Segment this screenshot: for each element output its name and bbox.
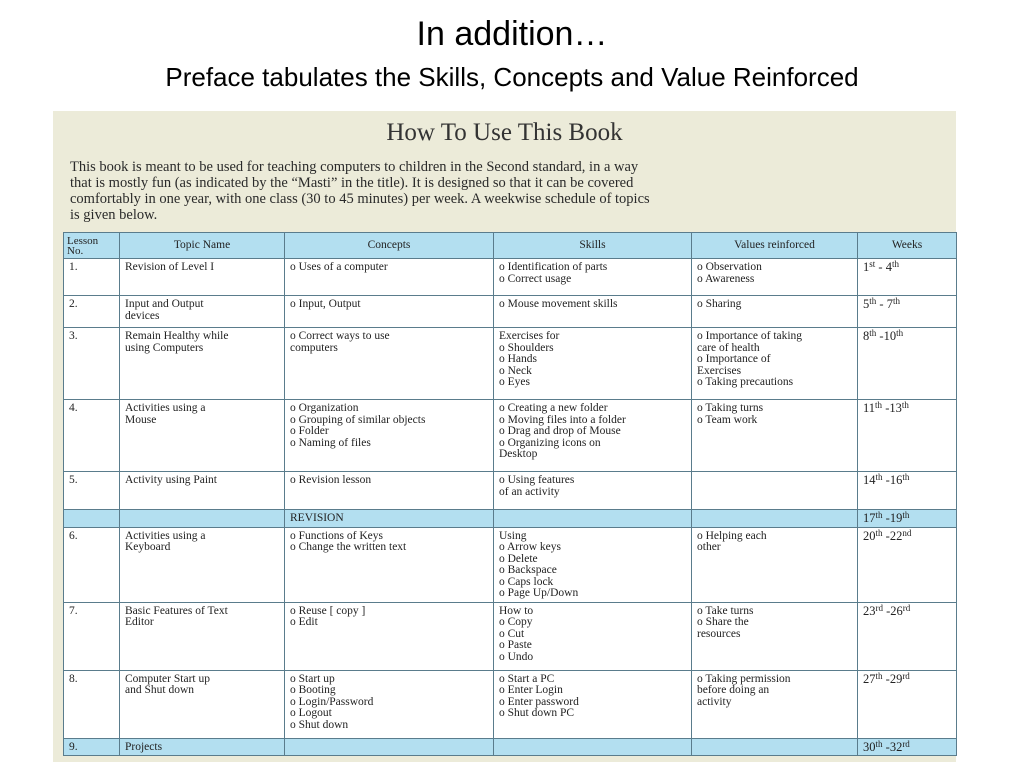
intro-line: that is mostly fun (as indicated by the “Masti” in the title). It is designed so that it can be covered [70,175,634,191]
weeks-cell [858,602,957,670]
weeks-end-suffix: rd [902,670,910,681]
lesson-number-cell: 2. [64,296,120,328]
weeks-end-suffix: th [891,259,899,269]
topic-cell [120,296,285,328]
value-item: resources [697,627,741,640]
concepts-cell [285,259,494,296]
lesson-number-cell: 8. [64,670,120,738]
skill-item: o Start a PC [499,672,555,685]
skill-item: o Using features [499,474,575,486]
topic-cell [120,738,285,756]
weeks-cell [858,510,957,528]
topic-cell [120,400,285,472]
weeks-separator: - [882,739,890,754]
book-page-image [53,111,956,762]
value-item: o Awareness [697,272,755,285]
header-lesson-no: Lesson No. [64,233,120,259]
skill-item: of an activity [499,485,560,498]
weeks-start-suffix: th [875,400,883,410]
topic-line: Mouse [125,413,157,426]
weeks-cell [858,738,957,756]
weeks-start: 11 [863,401,876,415]
book-heading: How To Use This Book [386,119,623,146]
weeks-end-suffix: rd [902,738,910,749]
skills-cell [494,296,692,328]
lesson-number-cell: 9. [64,738,120,756]
topic-line: Activities using a [125,402,206,414]
weeks-cell [858,296,957,328]
concept-item: o Correct ways to use [290,330,390,342]
slide-title: In addition… [416,15,608,53]
header-concepts: Concepts [285,233,494,259]
value-item: o Observation [697,261,762,273]
topic-line: devices [125,309,160,322]
weeks-start: 27 [863,671,876,686]
topic-line: Computer Start up [125,672,210,685]
weeks-start-suffix: th [869,296,877,306]
skill-item: o Moving files into a folder [499,413,626,426]
weeks-start-suffix: th [875,472,883,482]
weeks-end: 10 [883,329,897,343]
topic-cell [120,472,285,510]
weeks-start: 5 [863,297,870,311]
weeks-end: 19 [889,511,903,525]
concept-item: o Naming of files [290,436,371,449]
weeks-end-suffix: th [892,296,900,306]
value-item: o Team work [697,413,758,426]
weeks-cell [858,670,957,738]
skill-item: o Hands [499,353,538,365]
header-topic-name: Topic Name [120,233,285,259]
concept-item: o Folder [290,425,329,437]
table-row [64,527,957,602]
skills-cell [494,328,692,400]
header-skills: Skills [494,233,692,259]
lesson-number-cell: 3. [64,328,120,400]
concepts-cell [285,296,494,328]
topic-line: Projects [125,740,163,753]
skill-item: Desktop [499,448,538,460]
header-values-reinforced: Values reinforced [692,233,858,259]
skills-cell [494,259,692,296]
weeks-end-suffix: nd [902,527,912,538]
table-row [64,259,957,296]
values-cell [692,259,858,296]
weekwise-schedule-table [63,232,957,756]
intro-paragraph [70,159,950,223]
skill-item: o Page Up/Down [499,587,579,599]
weeks-cell [858,259,957,296]
weeks-separator: - [883,603,891,618]
value-item: o Taking turns [697,402,764,414]
weeks-start: 17 [863,511,876,525]
values-cell [692,510,858,528]
skill-item: o Shut down PC [499,707,575,719]
weeks-separator: - [882,473,890,487]
value-item: o Take turns [697,604,754,617]
weeks-start: 20 [863,528,876,543]
weeks-end: 16 [889,473,903,487]
weeks-start: 1 [863,260,870,274]
concept-item: o Functions of Keys [290,529,383,542]
weeks-separator: - [875,260,886,274]
concept-item: o Change the written text [290,541,407,553]
table-row [64,670,957,738]
concept-item: o Input, Output [290,298,361,310]
skill-item: o Enter Login [499,684,563,696]
weeks-end: 32 [889,739,903,754]
topic-line: and Shut down [125,684,194,696]
weeks-start-suffix: th [875,510,883,520]
skills-cell [494,400,692,472]
topic-line: Keyboard [125,541,171,553]
weeks-cell [858,328,957,400]
concepts-cell [285,400,494,472]
concept-item: o Reuse [ copy ] [290,604,366,617]
topic-line: Remain Healthy while [125,330,229,342]
values-cell [692,602,858,670]
weeks-separator: - [882,511,890,525]
table-body [64,259,957,756]
weeks-start: 14 [863,473,876,487]
lesson-number-cell: 6. [64,527,120,602]
weeks-start-suffix: st [869,259,876,269]
value-item: other [697,541,721,553]
skills-cell [494,670,692,738]
topic-line: Basic Features of Text [125,604,228,617]
topic-cell [120,670,285,738]
intro-line: comfortably in one year, with one class (30 to 45 minutes) per week. A weekwise schedule of topics [70,191,650,207]
skill-item: o Correct usage [499,272,572,285]
concept-item: o Booting [290,684,336,696]
skill-item: o Cut [499,627,525,640]
weeks-end: 22 [889,528,903,543]
values-cell [692,527,858,602]
weeks-start: 8 [863,329,870,343]
skills-cell [494,527,692,602]
values-cell [692,328,858,400]
weeks-start: 23 [863,603,876,618]
weeks-cell [858,527,957,602]
weeks-end-suffix: rd [902,602,911,613]
weeks-separator: - [882,401,890,415]
value-item: o Importance of taking [697,330,803,342]
values-cell [692,400,858,472]
weeks-start: 30 [863,739,876,754]
weeks-start-suffix: th [875,738,883,749]
intro-line: is given below. [70,207,158,223]
concept-item: o Grouping of similar objects [290,413,426,426]
topic-cell [120,510,285,528]
skill-item: o Arrow keys [499,541,561,553]
value-item: o Sharing [697,298,742,310]
concept-item: o Logout [290,707,332,719]
weeks-end-suffix: th [902,510,910,520]
skill-item: o Enter password [499,695,579,708]
value-item: o Importance of [697,353,771,365]
values-cell [692,738,858,756]
skills-cell [494,738,692,756]
skill-item: Exercises for [499,330,560,342]
value-item: care of health [697,341,760,354]
weeks-separator: - [876,329,884,343]
skill-item: o Mouse movement skills [499,298,618,310]
topic-line: Activity using Paint [125,474,217,486]
skill-item: o Backspace [499,564,557,576]
value-item: Exercises [697,364,742,377]
values-cell [692,296,858,328]
concept-item: o Login/Password [290,695,374,708]
table-header-row [64,233,957,259]
header-weeks: Weeks [858,233,957,259]
table-row [64,400,957,472]
intro-line: This book is meant to be used for teaching computers to children in the Second standard, in a way [70,159,639,175]
lesson-number-cell: 1. [64,259,120,296]
skill-item: o Caps lock [499,575,554,588]
weeks-start-suffix: th [875,527,883,538]
lesson-number-cell: 4. [64,400,120,472]
skills-cell [494,602,692,670]
topic-line: using Computers [125,341,204,354]
skill-item: o Organizing icons on [499,436,601,449]
weeks-end: 7 [886,297,893,311]
skill-item: o Eyes [499,376,530,388]
skill-item: o Neck [499,364,532,377]
skill-item: Using [499,529,527,542]
topic-line: Activities using a [125,529,206,542]
skill-item: o Copy [499,616,533,628]
topic-line: Input and Output [125,298,204,310]
weeks-end-suffix: th [901,400,909,410]
revision-label: REVISION [285,510,494,528]
slide-subtitle: Preface tabulates the Skills, Concepts and Value Reinforced [165,62,859,92]
value-item: o Taking permission [697,672,791,685]
value-item: o Taking precautions [697,376,794,388]
weeks-end: 29 [889,671,903,686]
weeks-separator: - [876,297,887,311]
concept-item: o Organization [290,402,359,414]
skill-item: How to [499,604,534,617]
weeks-separator: - [882,671,890,686]
concept-item: o Uses of a computer [290,261,388,273]
skill-item: o Undo [499,650,534,663]
topic-line: Revision of Level I [125,261,215,273]
weeks-end-suffix: th [902,472,910,482]
weeks-end: 4 [885,260,892,274]
lesson-number-cell [64,510,120,528]
weeks-start-suffix: rd [875,602,883,613]
skill-item: o Drag and drop of Mouse [499,425,621,437]
weeks-start-suffix: th [875,670,883,681]
skill-item: o Delete [499,552,538,565]
skills-cell [494,510,692,528]
topic-cell [120,328,285,400]
weeks-separator: - [882,528,890,543]
concept-item: o Revision lesson [290,474,372,486]
lesson-number-cell: 7. [64,602,120,670]
concept-item: computers [290,341,338,354]
skill-item: o Shoulders [499,341,554,354]
topic-cell [120,602,285,670]
skill-item: o Creating a new folder [499,402,608,414]
concepts-cell [285,670,494,738]
skill-item: o Paste [499,639,532,651]
value-item: activity [697,695,732,708]
value-item: before doing an [697,684,770,696]
table-row [64,328,957,400]
table-row [64,296,957,328]
concept-item: o Start up [290,672,335,685]
concepts-cell [285,472,494,510]
skills-cell [494,472,692,510]
concept-item: o Shut down [290,718,349,731]
weeks-cell [858,400,957,472]
weeks-end: 26 [890,603,903,618]
table-row [64,472,957,510]
concepts-cell [285,328,494,400]
weeks-start-suffix: th [869,328,877,338]
weeks-cell [858,472,957,510]
weeks-end: 13 [889,401,902,415]
concepts-cell [285,527,494,602]
weeks-end-suffix: th [896,328,904,338]
skill-item: o Identification of parts [499,261,608,273]
concept-item: o Edit [290,616,318,628]
concepts-cell [285,738,494,756]
table-row [64,510,957,528]
table-row [64,738,957,756]
value-item: o Helping each [697,529,767,542]
topic-line: Editor [125,616,154,628]
concepts-cell [285,602,494,670]
values-cell [692,472,858,510]
lesson-number-cell: 5. [64,472,120,510]
values-cell [692,670,858,738]
topic-cell [120,259,285,296]
topic-cell [120,527,285,602]
value-item: o Share the [697,616,749,628]
table-row [64,602,957,670]
